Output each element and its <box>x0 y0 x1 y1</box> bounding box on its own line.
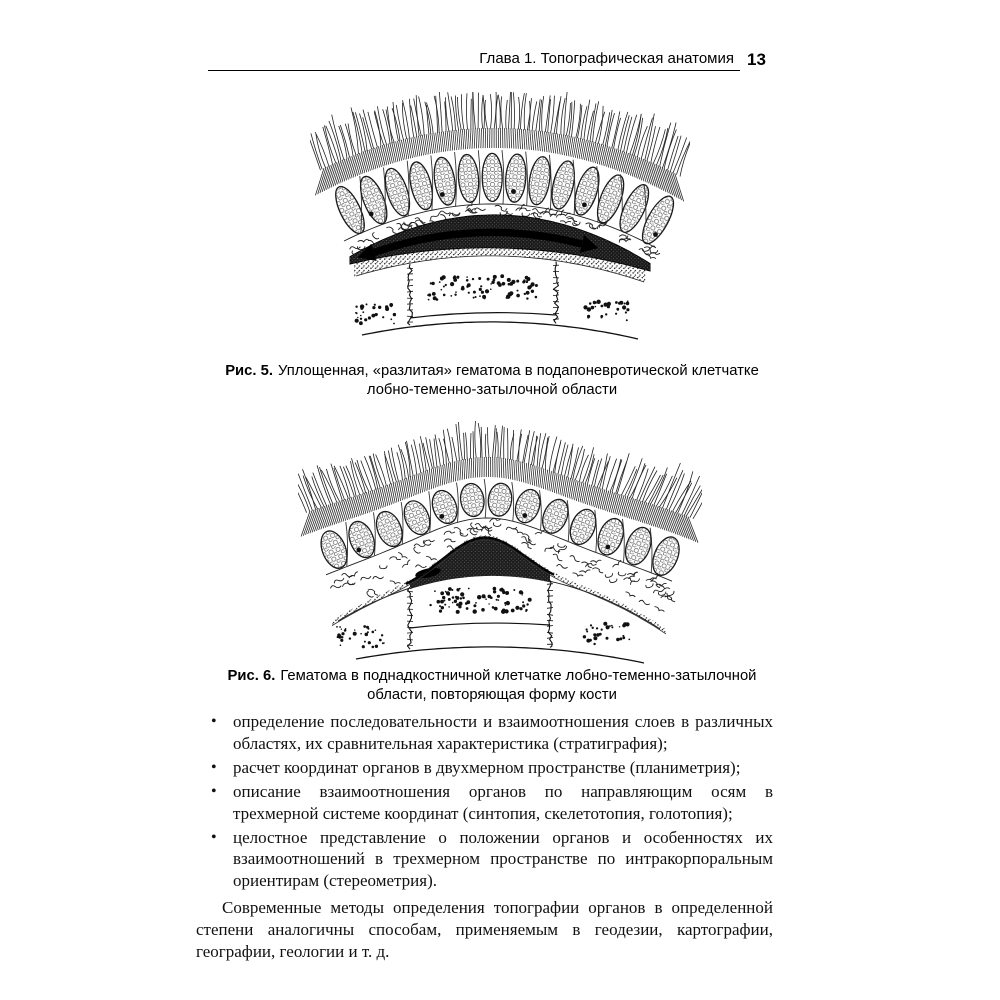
figure6-illustration <box>298 421 702 665</box>
running-header <box>208 50 740 71</box>
figure5-caption <box>206 362 778 399</box>
figure5-label: Рис. 5. <box>225 363 273 379</box>
body-text-block <box>196 711 773 963</box>
bullet-list <box>196 711 773 892</box>
figure5-illustration <box>310 92 690 350</box>
figure6-label: Рис. 6. <box>227 668 276 684</box>
list-item: • целостное представление о положении органов и особенностях их взаимоотношений в трехмерном пространстве по интракорпоральным ориентирам (стереометрия). <box>196 827 773 893</box>
figure6-caption <box>206 667 778 704</box>
list-item: • описание взаимоотношения органов по направляющим осям в трехмерной системе координат (синтопия, скелетотопия, голотопия); <box>196 781 773 825</box>
chapter-title: Глава 1. Топографическая анатомия <box>479 50 734 67</box>
figure6-caption-text: Гематома в поднадкостничной клетчатке лобно-теменно-затылочной области, повторяющая форму кости <box>280 668 757 703</box>
body-paragraph: Современные методы определения топографии органов в определенной степени аналогичны способам, применяемым в геодезии, картографии, географии, геологии и т. д. <box>196 898 773 962</box>
figure5-caption-text: Уплощенная, «разлитая» гематома в подапоневротической клетчатке лобно-теменно-затылочной области <box>277 363 759 398</box>
page-number: 13 <box>747 50 766 69</box>
list-item: • расчет координат органов в двухмерном пространстве (планиметрия); <box>196 757 773 779</box>
list-item: • определение последовательности и взаимоотношения слоев в различных областях, их сравнительная характеристика (стратиграфия); <box>196 711 773 755</box>
